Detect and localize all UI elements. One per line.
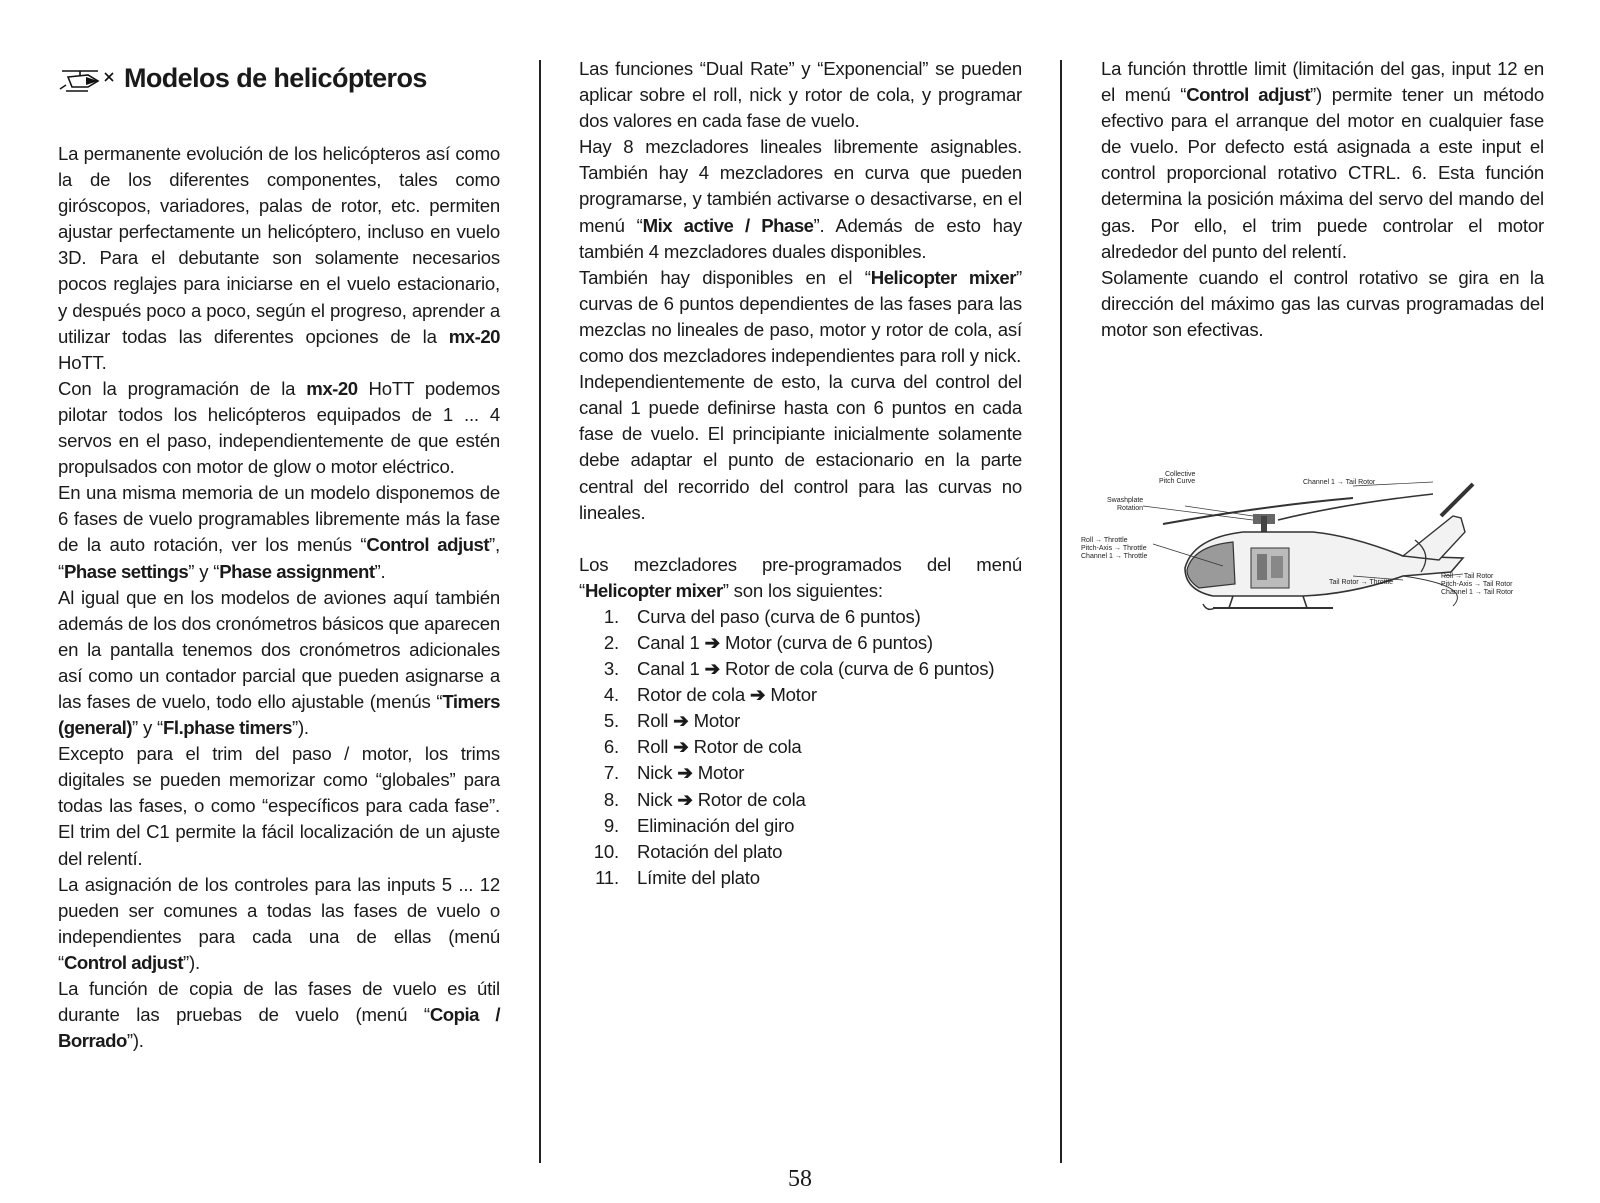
paragraph: También hay disponibles en el “Helicopter mixer” curvas de 6 puntos dependientes de las fases para las mezclas no lineales de paso, motor y rotor de cola, así como dos mezcladores independientes para roll y nick. [579,266,1022,367]
list-text: Nick ➔ Rotor de cola [637,788,806,810]
paragraph: La función de copia de las fases de vuelo es útil durante las pruebas de vuelo (menú “Copia / Borrado”). [58,978,500,1052]
paragraph: Excepto para el trim del paso / motor, los trims digitales se pueden memorizar como “globales” para todas las fases, o como “específicos para cada fase”. El trim del C1 permite la fácil localización de un ajuste del relentí. [58,743,500,869]
list-item [579,787,1022,813]
list-text: Roll ➔ Motor [637,710,741,732]
arrow-right-icon: ➔ [704,631,721,653]
list-text: Canal 1 ➔ Motor (curva de 6 puntos) [637,631,933,653]
list-item [579,630,1022,656]
paragraph: Independientemente de esto, la curva del control del canal 1 puede definirse hasta con 6 puntos en cada fase de vuelo. El principiante inicialmente solamente debe adaptar el punto de estacionario en la parte central del recorrido del control para las curvas no lineales. [579,371,1022,523]
list-item [579,734,1022,760]
arrow-right-icon: ➔ [704,658,721,680]
list-number: 4. [603,684,619,706]
label-roll-throttle: Roll → Throttle [1081,537,1128,544]
list-number: 11. [595,866,619,888]
arrow-right-icon: ➔ [677,788,693,810]
mixer-list [579,604,1022,891]
list-text: Límite del plato [637,866,760,888]
page-title: Modelos de helicópteros [124,62,427,93]
list-number: 2. [603,631,619,653]
list-number: 3. [603,658,619,680]
column-divider [539,60,541,1163]
paragraph: La función throttle limit (limitación del gas, input 12 en el menú “Control adjust”) permite tener un método efectivo para el arranque del motor en cualquier fase de vuelo. Por defecto está asignada a este input el control proporcional rotativo CTRL. 6. Esta función determina la posición máxima del servo del mando del gas. Por ello, el trim puede controlar el motor alrededor del punto del relentí. [1101,58,1544,262]
list-number: 10. [593,840,619,862]
paragraph: La asignación de los controles para las inputs 5 ... 12 pueden ser comunes a todas las fases de vuelo o independientes para cada una de ellas (menú “Control adjust”). [58,873,500,973]
list-number: 8. [603,788,619,810]
label-roll-tail: Roll → Tail Rotor [1441,573,1494,580]
column-middle [579,56,1022,891]
column-right [1101,56,1544,343]
column-left [58,56,500,1054]
list-number: 7. [603,762,619,784]
arrow-right-icon: ➔ [673,736,689,758]
label-swashplate: Swashplate [1107,497,1144,504]
paragraph: Con la programación de la mx-20 HoTT podemos pilotar todos los helicópteros equipados de 1 ... 4 servos en el paso, independientemente de que estén propulsados con motor de glow o motor eléctrico. [58,377,500,478]
label-pitch-curve: Pitch Curve [1159,478,1196,485]
list-text: Nick ➔ Motor [637,762,745,784]
paragraph: Al igual que en los modelos de aviones aquí también además de los dos cronómetros básicos que aparecen en la pantalla tenemos dos cronómetros adicionales así como un contador parcial que pueden asignarse a las fases de vuelo, todo ello ajustable (menús “Timers (general)” y “Fl.phase timers”). [58,586,500,739]
paragraph: Las funciones “Dual Rate” y “Exponencial” se pueden aplicar sobre el roll, nick y rotor de cola, y programar dos valores en cada fase de vuelo. [579,58,1022,132]
list-item [579,813,1022,839]
paragraph: Los mezcladores pre-programados del menú “Helicopter mixer” son los siguientes: [579,553,1022,601]
label-ch1-throttle: Channel 1 → Throttle [1081,553,1148,560]
list-text: Curva del paso (curva de 6 puntos) [637,605,921,627]
paragraph: En una misma memoria de un modelo disponemos de 6 fases de vuelo programables libremente más la fase de la auto rotación, ver los menús “Control adjust”, “Phase settings” y “Phase assignment”. [58,482,500,582]
list-item [579,760,1022,786]
arrow-right-icon: ➔ [677,762,693,784]
section-heading [58,58,500,98]
list-number: 1. [603,605,619,627]
list-text: Rotación del plato [637,840,783,862]
label-pitch-throttle: Pitch-Axis → Throttle [1081,545,1147,552]
list-number: 5. [603,710,619,732]
column-divider [1060,60,1062,1163]
list-item [579,839,1022,865]
list-text: Canal 1 ➔ Rotor de cola (curva de 6 puntos) [637,658,995,680]
label-ch1-tail: Channel 1 → Tail Rotor [1303,479,1376,486]
paragraph: Solamente cuando el control rotativo se gira en la dirección del máximo gas las curvas programadas del motor son efectivas. [1101,266,1544,340]
paragraph: Hay 8 mezcladores lineales libremente asignables. También hay 4 mezcladores en curva que pueden programarse, y también activarse o desactivarse, en el menú “Mix active / Phase”. Además de esto hay también 4 mezcladores duales disponibles. [579,136,1022,262]
list-item [579,865,1022,891]
list-item [579,656,1022,682]
list-text: Eliminación del giro [637,814,795,836]
page-number: 58 [788,1166,812,1192]
paragraph: La permanente evolución de los helicópteros así como la de los diferentes componentes, tales como giróscopos, variadores, palas de rotor, etc. permiten ajustar perfectamente un helicóptero, incluso en vuelo 3D. Para el debutante son solamente necesarios pocos reglajes para iniciarse en el vuelo estacionario, y después poco a poco, según el progreso, aprender a utilizar todas las diferentes opciones de la mx-20 HoTT. [58,143,500,373]
label-collective: Collective [1165,471,1196,478]
list-text: Rotor de cola ➔ Motor [637,684,817,706]
list-item [579,604,1022,630]
label-rotation: Rotation [1117,505,1144,512]
label-ch1-tail2: Channel 1 → Tail Rotor [1441,589,1514,596]
list-item [579,708,1022,734]
list-item [579,682,1022,708]
arrow-right-icon: ➔ [673,710,689,732]
list-text: Roll ➔ Rotor de cola [637,736,802,758]
list-number: 6. [603,736,619,758]
list-number: 9. [603,814,619,836]
arrow-right-icon: ➔ [749,684,766,706]
helicopter-diagram [1081,471,1563,634]
label-pitch-tail: Pitch-Axis → Tail Rotor [1441,581,1513,588]
helicopter-icon [58,63,116,93]
label-tail-throttle: Tail Rotor → Throttle [1329,579,1394,586]
